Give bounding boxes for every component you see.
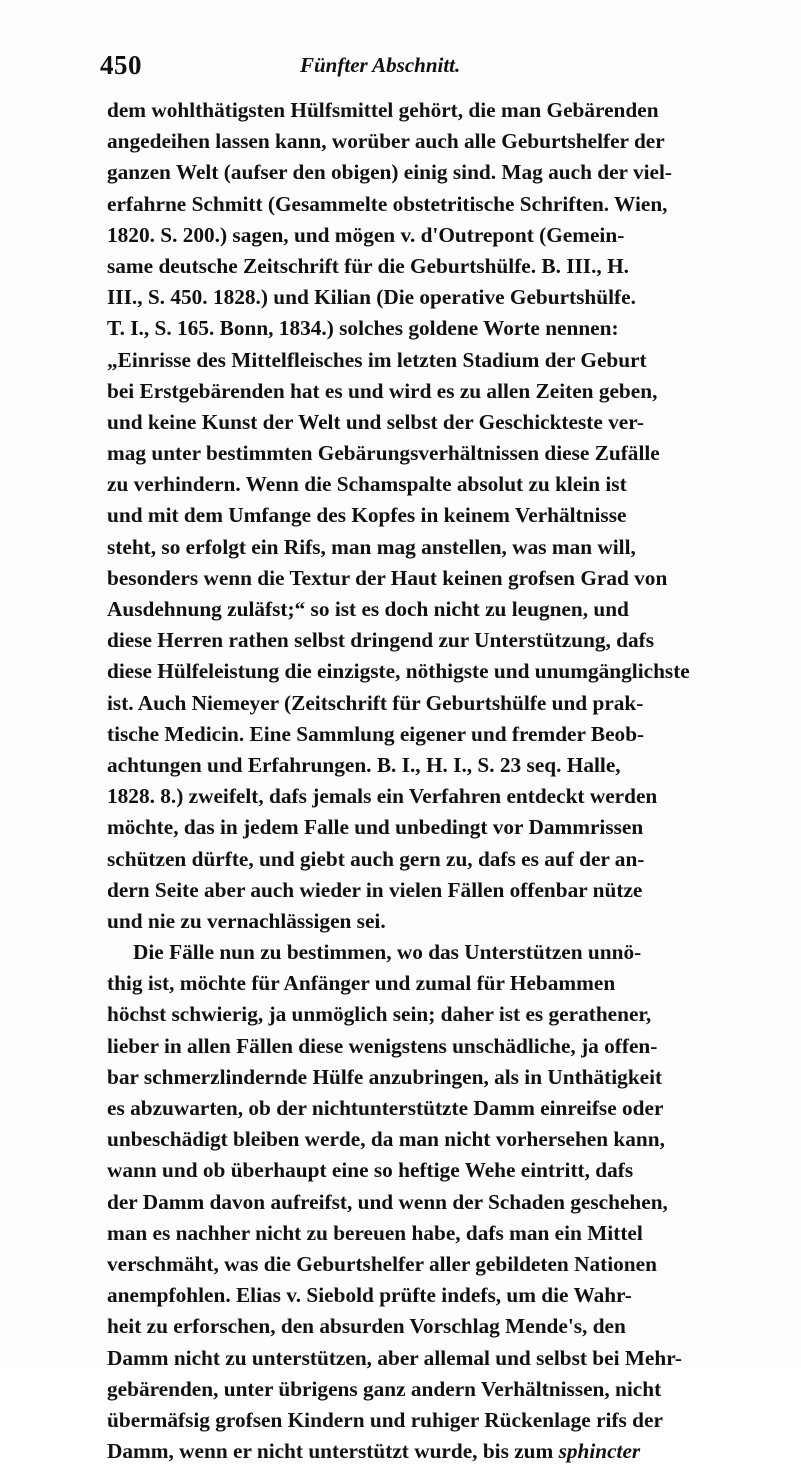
text-line: dem wohlthätigsten Hülfsmittel gehört, die man Gebärenden <box>107 98 659 122</box>
text-line: diese Hülfeleistung die einzigste, nöthigste und unumgänglichste <box>107 659 690 684</box>
text-line: dern Seite aber auch wieder in vielen Fällen offenbar nütze <box>107 877 643 902</box>
text-line: 1820. S. 200.) sagen, und mögen v. d'Outrepont (Gemein- <box>107 222 625 247</box>
text-line: verschmäht, was die Geburtshelfer aller gebildeten Nationen <box>107 1251 657 1276</box>
page-number: 450 <box>100 50 142 80</box>
text-line: diese Herren rathen selbst dringend zur Unterstützung, dafs <box>107 628 655 653</box>
text-line: Ausdehnung zuläfst;“ so ist es doch nicht zu leugnen, und <box>107 597 629 621</box>
text-line: wann und ob überhaupt eine so heftige Wehe eintritt, dafs <box>107 1158 634 1183</box>
page-header <box>100 50 720 86</box>
text-line: unbeschädigt bleiben werde, da man nicht vorhersehen kann, <box>107 1127 665 1152</box>
text-line: zu verhindern. Wenn die Schamspalte absolut zu klein ist <box>107 472 627 497</box>
text-line: achtungen und Erfahrungen. B. I., H. I., S. 23 seq. Halle, <box>107 752 621 777</box>
text-line: bei Erstgebärenden hat es und wird es zu allen Zeiten geben, <box>107 378 658 403</box>
text-line: Damm nicht zu unterstützen, aber allemal und selbst bei Mehr- <box>107 1345 682 1370</box>
text-line: III., S. 450. 1828.) und Kilian (Die operative Geburtshülfe. <box>107 285 636 310</box>
text-line: der Damm davon aufreifst, und wenn der Schaden geschehen, <box>107 1189 668 1214</box>
text-line: same deutsche Zeitschrift für die Geburtshülfe. B. III., H. <box>107 253 629 278</box>
text-line: T. I., S. 165. Bonn, 1834.) solches goldene Worte nennen: <box>107 316 619 341</box>
text-line: thig ist, möchte für Anfänger und zumal für Hebammen <box>107 971 616 996</box>
text-line: 1828. 8.) zweifelt, dafs jemals ein Verfahren entdeckt werden <box>107 784 658 809</box>
text-line: gebärenden, unter übrigens ganz andern Verhältnissen, nicht <box>107 1376 662 1401</box>
text-line: man es nachher nicht zu bereuen habe, dafs man ein Mittel <box>107 1220 643 1245</box>
running-head: Fünfter Abschnitt. <box>300 53 461 77</box>
text-line: heit zu erforschen, den absurden Vorschlag Mende's, den <box>107 1314 626 1339</box>
text-line: und mit dem Umfange des Kopfes in keinem Verhältnisse <box>107 503 627 528</box>
body-text <box>107 95 722 1467</box>
text-line: „Einrisse des Mittelfleisches im letzten Stadium der Geburt <box>107 347 647 372</box>
text-line: es abzuwarten, ob der nichtunterstützte Damm einreifse oder <box>107 1096 664 1120</box>
text-line: mag unter bestimmten Gebärungsverhältnissen diese Zufälle <box>107 441 660 466</box>
text-line: übermäfsig grofsen Kindern und ruhiger Rückenlage rifs der <box>107 1407 663 1432</box>
text-line: tische Medicin. Eine Sammlung eigener und fremder Beob- <box>107 721 645 746</box>
text-line: schützen dürfte, und giebt auch gern zu, dafs es auf der an- <box>107 846 645 871</box>
text-line: möchte, das in jedem Falle und unbedingt vor Dammrissen <box>107 815 644 840</box>
last-text-line <box>107 1436 722 1467</box>
text-line: und nie zu vernachlässigen sei. <box>107 908 386 933</box>
text-line: lieber in allen Fällen diese wenigstens unschädliche, ja offen- <box>107 1033 658 1058</box>
text-line: angedeihen lassen kann, worüber auch alle Geburtshelfer der <box>107 129 665 154</box>
text-line: bar schmerzlindernde Hülfe anzubringen, als in Unthätigkeit <box>107 1064 663 1089</box>
text-line: ganzen Welt (aufser den obigen) einig sind. Mag auch der viel- <box>107 160 672 185</box>
text-line: und keine Kunst der Welt und selbst der Geschickteste ver- <box>107 409 644 434</box>
text-line: höchst schwierig, ja unmöglich sein; daher ist es gerathener, <box>107 1002 652 1027</box>
paragraph-start-line: Die Fälle nun zu bestimmen, wo das Unterstützen unnö- <box>133 940 642 965</box>
text-line: ist. Auch Niemeyer (Zeitschrift für Geburtshülfe und prak- <box>107 690 644 715</box>
text-line: besonders wenn die Textur der Haut keinen grofsen Grad von <box>107 565 668 590</box>
text-line: anempfohlen. Elias v. Siebold prüfte indefs, um die Wahr- <box>107 1283 632 1308</box>
last-line-italic-word: sphincter <box>558 1439 641 1464</box>
text-line: steht, so erfolgt ein Rifs, man mag anstellen, was man will, <box>107 534 636 559</box>
last-line-text: Damm, wenn er nicht unterstützt wurde, bis zum <box>107 1439 559 1464</box>
text-line: erfahrne Schmitt (Gesammelte obstetritische Schriften. Wien, <box>107 191 668 216</box>
